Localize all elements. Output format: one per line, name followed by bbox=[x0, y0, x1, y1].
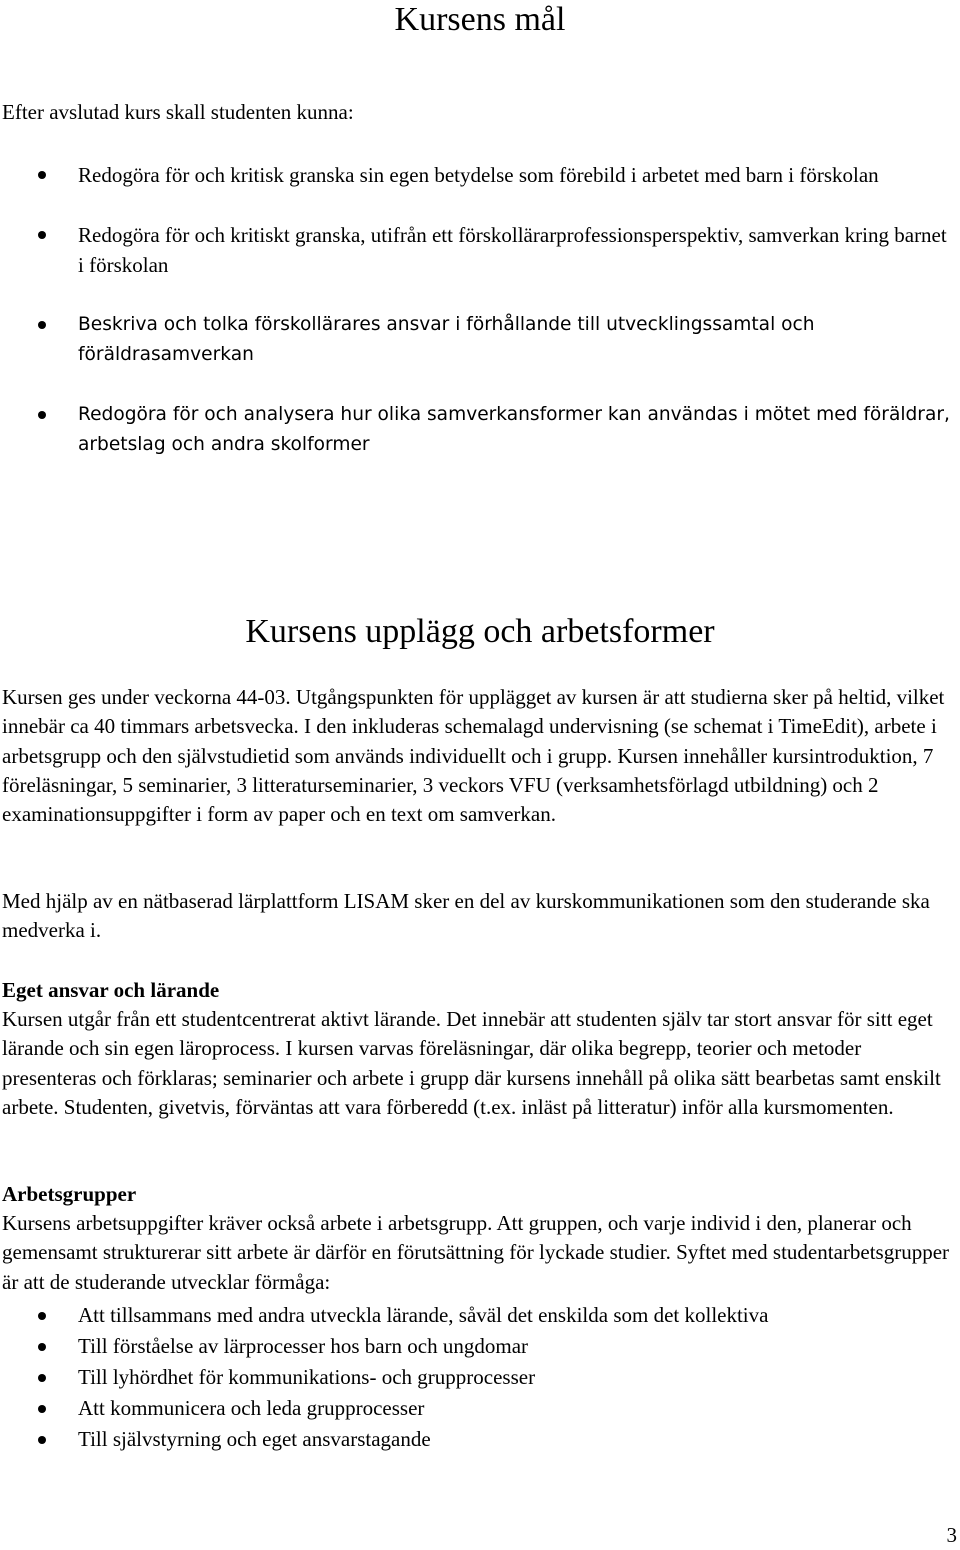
intro-text: Efter avslutad kurs skall studenten kunna: bbox=[2, 100, 354, 124]
paragraph-lisam: Med hjälp av en nätbaserad lärplattform LISAM sker en del av kurskommunikationen som den studerande ska medverka i. bbox=[2, 889, 930, 943]
list-item: Till självstyrning och eget ansvarstagande bbox=[2, 1424, 958, 1455]
arbetsgrupper-list bbox=[2, 1300, 958, 1455]
list-item: Att kommunicera och leda grupprocesser bbox=[2, 1393, 958, 1424]
paragraph-upplagg: Kursen ges under veckorna 44-03. Utgångspunkten för upplägget av kursen är att studierna sker på heltid, vilket innebär ca 40 timmars arbetsvecka. I den inkluderas schemalagd undervisning (se schemat i TimeEdit), arbete i arbetsgrupp och den självstudietid som används individuellt och i grupp. Kursen innehåller kursintroduktion, 7 föreläsningar, 5 seminarier, 3 litteraturseminarier, 3 veckors VFU (verksamhetsförlagd utbildning) och 2 examinationsuppgifter i form av paper och en text om samverkan. bbox=[2, 685, 945, 827]
goal-item: Redogöra för och kritisk granska sin egen betydelse som förebild i arbetet med barn i förskolan bbox=[2, 160, 957, 190]
goal-item: Beskriva och tolka förskollärares ansvar i förhållande till utvecklingssamtal och föräldrasamverkan bbox=[2, 310, 957, 370]
paragraph-arbetsgrupper: Kursens arbetsuppgifter kräver också arbete i arbetsgrupp. Att gruppen, och varje individ i den, planerar och gemensamt strukturerar sitt arbete är därför en förutsättning för lyckade studier. Syftet med studentarbetsgrupper är att de studerande utvecklar förmåga: bbox=[2, 1211, 950, 1294]
heading-kursens-mal: Kursens mål bbox=[394, 1, 566, 38]
list-item: Till lyhördhet för kommunikations- och grupprocesser bbox=[2, 1362, 958, 1393]
list-item: Till förståelse av lärprocesser hos barn och ungdomar bbox=[2, 1331, 958, 1362]
heading-eget-ansvar: Eget ansvar och lärande bbox=[2, 978, 220, 1002]
heading-upplagg: Kursens upplägg och arbetsformer bbox=[245, 613, 715, 650]
heading-arbetsgrupper: Arbetsgrupper bbox=[2, 1182, 137, 1206]
goal-item: Redogöra för och analysera hur olika samverkansformer kan användas i mötet med föräldrar, arbetslag och andra skolformer bbox=[2, 400, 957, 460]
paragraph-eget-ansvar: Kursen utgår från ett studentcentrerat aktivt lärande. Det innebär att studenten själv tar stort ansvar för sitt eget lärande och sin egen läroprocess. I kursen varvas föreläsningar, där olika begrepp, teorier och metoder presenteras och förklaras; seminarier och arbete i grupp där kursens innehåll på olika sätt bearbetas samt enskilt arbete. Studenten, givetvis, förväntas att vara förberedd (t.ex. inläst på litteratur) inför alla kursmomenten. bbox=[2, 1007, 941, 1119]
page-number: 3 bbox=[946, 1523, 957, 1547]
goal-item: Redogöra för och kritiskt granska, utifrån ett förskollärarprofessionsperspektiv, samverkan kring barnet i förskolan bbox=[2, 220, 957, 280]
goals-list bbox=[2, 160, 957, 460]
list-item: Att tillsammans med andra utveckla lärande, såväl det enskilda som det kollektiva bbox=[2, 1300, 958, 1331]
